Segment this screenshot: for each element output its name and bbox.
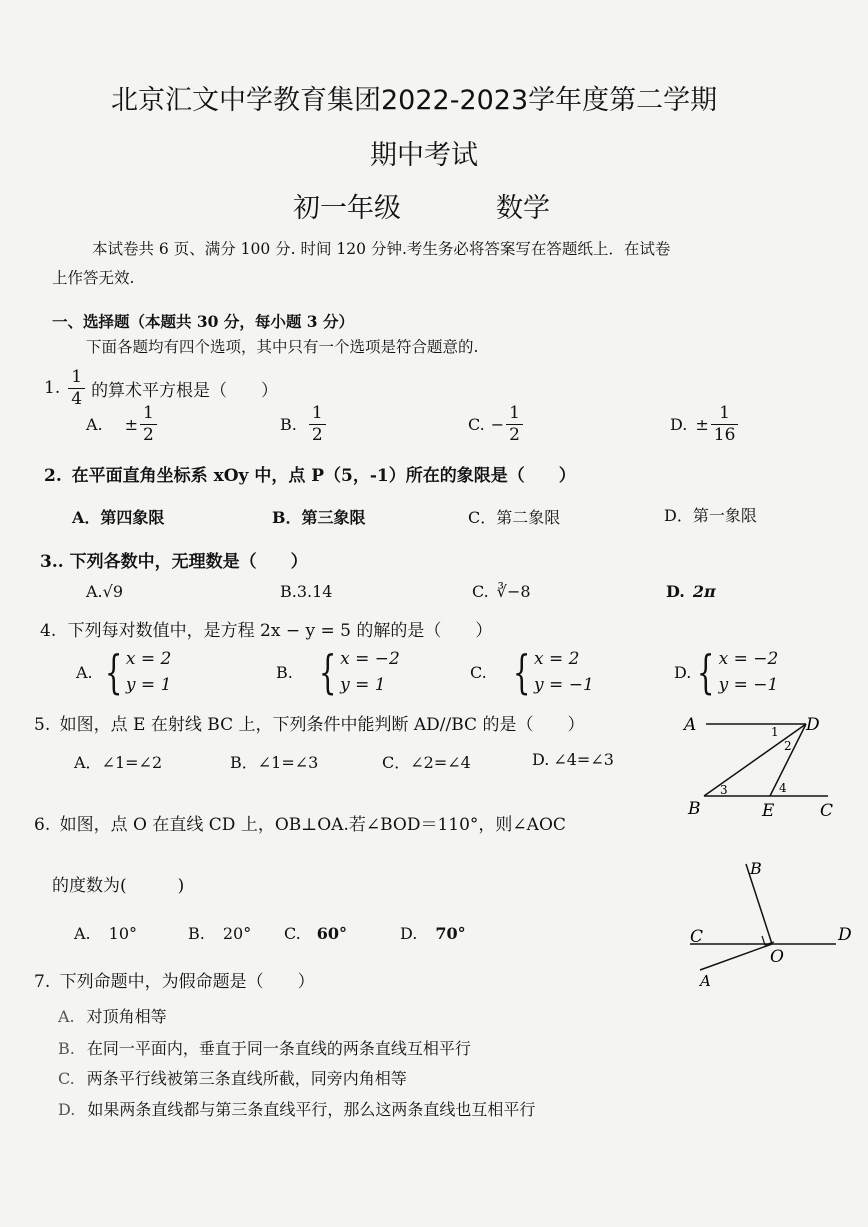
point-a-label: A bbox=[700, 972, 711, 990]
equation-system bbox=[99, 646, 172, 699]
question-stem: 在平面直角坐标系 xOy 中，点 P（5，-1）所在的象限是（ ） bbox=[71, 466, 576, 486]
option-label: C. bbox=[58, 1069, 75, 1088]
stem-fraction bbox=[68, 368, 85, 408]
point-a-label: A bbox=[684, 715, 697, 735]
equation-line: x = −2 bbox=[340, 649, 400, 669]
option-label: C． bbox=[382, 753, 411, 772]
grade-label: 初一年级 bbox=[293, 193, 401, 224]
point-o-label: O bbox=[770, 947, 784, 967]
option-text: 如果两条直线都与第三条直线平行，那么这两条直线也互相平行 bbox=[87, 1100, 536, 1119]
q3-option-d bbox=[666, 582, 716, 601]
option-label: A． bbox=[72, 508, 101, 527]
option-label: B. bbox=[58, 1039, 75, 1058]
q7-option-b bbox=[58, 1036, 471, 1059]
q7-option-d bbox=[58, 1097, 535, 1120]
option-label: B． bbox=[272, 508, 302, 527]
option-label: C． bbox=[468, 508, 497, 527]
question-number: 7. bbox=[34, 972, 51, 992]
q5-option-a bbox=[74, 750, 162, 773]
q3-option-c bbox=[472, 582, 531, 601]
figure-5-diagram bbox=[678, 708, 848, 828]
equation-system bbox=[313, 646, 400, 699]
option-label: B. bbox=[188, 924, 205, 943]
fraction-denominator: 2 bbox=[140, 424, 157, 445]
q5-option-d bbox=[532, 750, 614, 769]
q5-option-b bbox=[230, 750, 318, 773]
instructions-line-2: 上作答无效. bbox=[52, 269, 135, 287]
q2-option-b bbox=[272, 505, 366, 528]
subject-label: 数学 bbox=[496, 193, 550, 224]
q1-option-c bbox=[468, 404, 525, 444]
q1-option-d bbox=[670, 404, 740, 444]
point-d-label: D bbox=[806, 715, 820, 735]
instructions-line-1: 本试卷共 6 页、满分 100 分. 时间 120 分钟.考生务必将答案写在答题纸上．在试卷 bbox=[92, 240, 671, 258]
question-number: 2. bbox=[44, 466, 62, 486]
q1-option-a bbox=[86, 404, 159, 444]
equation-line: y = −1 bbox=[534, 675, 594, 696]
q6-option-d bbox=[400, 924, 466, 943]
question-number: 5. bbox=[34, 715, 51, 735]
q2-option-c bbox=[468, 505, 560, 528]
option-text: 在同一平面内，垂直于同一条直线的两条直线互相平行 bbox=[86, 1039, 471, 1058]
brace-icon: { bbox=[512, 645, 531, 700]
option-text: 第四象限 bbox=[100, 508, 165, 527]
option-text: 70° bbox=[435, 924, 466, 943]
question-number: 3. bbox=[40, 552, 58, 572]
angle-3-label: 3 bbox=[720, 783, 728, 797]
question-stem: 下列命题中，为假命题是（ ） bbox=[59, 972, 315, 992]
equation-line: x = 2 bbox=[534, 649, 580, 669]
q5-option-c bbox=[382, 750, 471, 773]
q2-option-a bbox=[72, 505, 164, 528]
ray-oa bbox=[700, 944, 772, 970]
option-text: 3.14 bbox=[296, 582, 333, 601]
option-label: C. bbox=[472, 582, 489, 601]
question-stem: 的算术平方根是（ ） bbox=[91, 380, 279, 401]
fraction-numerator: 1 bbox=[719, 403, 730, 423]
equation-line: x = −2 bbox=[718, 649, 779, 669]
fraction-denominator: 16 bbox=[711, 424, 739, 445]
option-label: A. bbox=[74, 924, 91, 943]
option-text: ∠2=∠4 bbox=[410, 753, 471, 772]
section-heading: 一、选择题（本题共 30 分，每小题 3 分） bbox=[52, 312, 354, 331]
option-label: D. bbox=[670, 414, 688, 434]
option-fraction bbox=[309, 404, 326, 444]
option-label: D． bbox=[664, 506, 693, 525]
option-label: A. bbox=[86, 582, 103, 601]
option-label: B． bbox=[230, 753, 258, 772]
q3-option-a bbox=[86, 582, 123, 601]
question-1 bbox=[44, 368, 278, 408]
fraction-denominator: 4 bbox=[68, 388, 85, 409]
equation-line: x = 2 bbox=[125, 649, 172, 669]
option-label: A. bbox=[76, 662, 93, 682]
option-fraction bbox=[711, 404, 739, 444]
q4-option-d bbox=[674, 646, 778, 699]
equation-system bbox=[507, 646, 594, 699]
fraction-denominator: 2 bbox=[506, 424, 523, 445]
question-stem: 如图，点 E 在射线 BC 上，下列条件中能判断 AD//BC 的是（ ） bbox=[59, 715, 585, 735]
fraction-numerator: 1 bbox=[311, 403, 323, 423]
brace-icon: { bbox=[318, 645, 337, 700]
question-stem: 如图，点 O 在直线 CD 上，OB⊥OA.若∠BOD＝110°，则∠AOC bbox=[59, 815, 566, 835]
option-text: 对顶角相等 bbox=[86, 1007, 167, 1026]
option-label: B. bbox=[280, 414, 297, 434]
question-6-stem-continued: 的度数为( ) bbox=[52, 876, 185, 896]
equation-line: y = −1 bbox=[718, 675, 779, 696]
option-label: C. bbox=[470, 662, 487, 682]
option-text: 第二象限 bbox=[496, 508, 561, 527]
point-b-label: B bbox=[688, 799, 701, 819]
option-text: 2π bbox=[692, 582, 716, 601]
point-d-label: D bbox=[838, 925, 852, 945]
option-label: C. bbox=[284, 924, 301, 943]
figure-6-diagram bbox=[686, 856, 856, 992]
fraction-numerator: 1 bbox=[71, 367, 83, 387]
q1-option-b bbox=[280, 404, 328, 444]
option-label: D. bbox=[532, 750, 550, 769]
option-label: B. bbox=[280, 582, 297, 601]
option-fraction bbox=[140, 404, 157, 444]
option-fraction bbox=[506, 404, 523, 444]
option-text: 第一象限 bbox=[692, 506, 757, 525]
option-text: ∛−8 bbox=[496, 582, 531, 601]
q6-option-a bbox=[74, 924, 137, 943]
question-5 bbox=[34, 710, 584, 735]
option-text: ∠1=∠2 bbox=[101, 753, 163, 772]
section-note: 下面各题均有四个选项，其中只有一个选项是符合题意的. bbox=[86, 338, 479, 356]
question-number: 4. bbox=[40, 621, 57, 641]
q7-option-c bbox=[58, 1066, 407, 1089]
q4-option-c bbox=[470, 646, 594, 699]
fraction-numerator: 1 bbox=[143, 403, 154, 423]
question-number: 1. bbox=[44, 378, 61, 399]
option-text: √9 bbox=[102, 582, 124, 601]
point-c-label: C bbox=[690, 927, 704, 947]
option-label: A. bbox=[58, 1007, 75, 1026]
option-label: A． bbox=[74, 753, 102, 772]
brace-icon: { bbox=[104, 645, 123, 700]
equation-line: y = 1 bbox=[340, 675, 386, 696]
option-sign: − bbox=[490, 414, 505, 434]
equation-line: y = 1 bbox=[125, 675, 172, 696]
option-text: ∠1=∠3 bbox=[257, 753, 319, 772]
option-text: 两条平行线被第三条直线所截，同旁内角相等 bbox=[86, 1069, 407, 1088]
question-number: 6. bbox=[34, 815, 51, 835]
question-4 bbox=[40, 616, 492, 641]
option-sign: ± bbox=[124, 414, 139, 434]
option-text: 60° bbox=[316, 924, 348, 943]
option-label: C. bbox=[468, 414, 485, 434]
q4-option-a bbox=[76, 646, 171, 699]
option-text: 第三象限 bbox=[301, 508, 366, 527]
q7-option-a bbox=[58, 1004, 167, 1027]
question-7 bbox=[34, 967, 315, 992]
fraction-denominator: 2 bbox=[309, 424, 326, 445]
angle-1-label: 1 bbox=[771, 725, 779, 739]
point-b-label: B bbox=[750, 859, 762, 878]
point-e-label: E bbox=[762, 801, 775, 821]
fraction-numerator: 1 bbox=[509, 403, 520, 423]
brace-icon: { bbox=[697, 645, 715, 700]
exam-title: 北京汇文中学教育集团2022-2023学年度第二学期 bbox=[111, 85, 718, 116]
question-3 bbox=[40, 547, 308, 572]
question-2 bbox=[44, 461, 576, 486]
question-stem: 下列每对数值中，是方程 2x − y = 5 的解的是（ ） bbox=[67, 621, 493, 641]
option-label: A. bbox=[86, 414, 103, 434]
q6-option-b bbox=[188, 924, 251, 943]
option-text: 10° bbox=[108, 924, 137, 943]
equation-system bbox=[691, 646, 778, 699]
option-text: 20° bbox=[222, 924, 252, 943]
angle-4-label: 4 bbox=[779, 781, 787, 795]
q4-option-b bbox=[276, 646, 400, 699]
option-text: ∠4=∠3 bbox=[553, 750, 614, 769]
question-6 bbox=[34, 810, 566, 835]
q2-option-d bbox=[664, 503, 757, 526]
option-label: D. bbox=[674, 662, 692, 682]
option-label: D. bbox=[400, 924, 418, 943]
option-label: D. bbox=[666, 582, 685, 601]
angle-2-label: 2 bbox=[784, 739, 792, 753]
option-label: B. bbox=[276, 662, 293, 682]
exam-subtitle: 期中考试 bbox=[370, 140, 478, 171]
q6-option-c bbox=[284, 924, 347, 943]
q3-option-b bbox=[280, 582, 332, 601]
question-stem: . 下列各数中，无理数是（ ） bbox=[57, 552, 308, 572]
option-label: D. bbox=[58, 1100, 76, 1119]
point-c-label: C bbox=[820, 801, 834, 821]
option-sign: ± bbox=[695, 414, 709, 434]
